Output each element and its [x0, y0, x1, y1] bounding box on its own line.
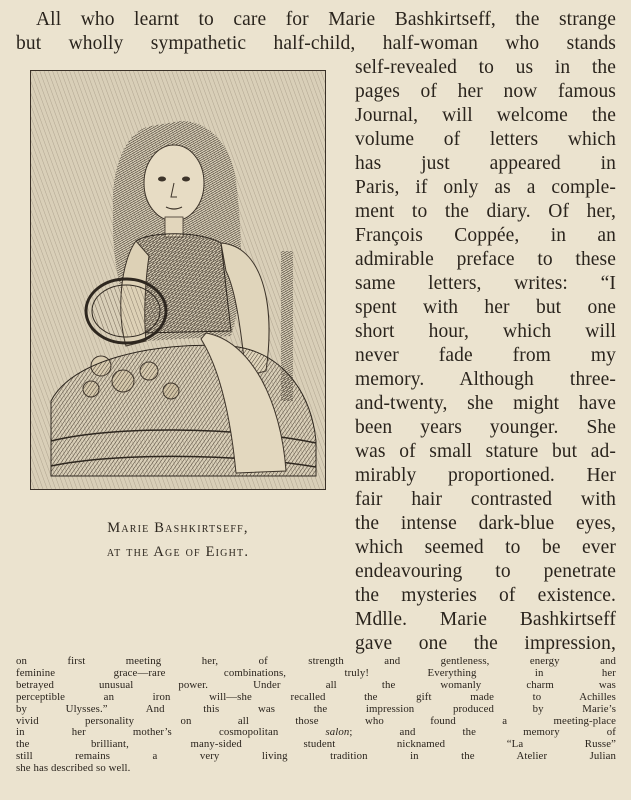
article-line: spent with her but one — [355, 297, 616, 318]
article-line: volume of letters which — [355, 129, 616, 150]
article-line: François Coppée, in an — [355, 225, 616, 246]
article-line: feminine grace—rare combinations, truly! Everything in her — [16, 666, 616, 679]
article-line: on first meeting her, of strength and gentleness, energy and — [16, 655, 616, 667]
article-line: same letters, writes: “I — [355, 273, 616, 294]
article-line: Paris, if only as a comple- — [355, 177, 616, 198]
article-line: short hour, which will — [355, 321, 616, 342]
article-line: perceptible an iron will—she recalled the gift made to Achilles — [16, 690, 616, 703]
article-line: gave one the impression, — [355, 633, 616, 654]
article-line: self-revealed to us in the — [355, 57, 616, 78]
article-line: never fade from my — [355, 345, 616, 366]
article-line: and-twenty, she might have — [355, 393, 616, 414]
article-line: which seemed to be ever — [355, 537, 616, 558]
article-line: betrayed unusual power. Under all the womanly charm was — [16, 678, 616, 691]
article-line: admirable preface to these — [355, 249, 616, 270]
article-line: Journal, will welcome the — [355, 105, 616, 126]
article-line: the brilliant, many-sided student nicknamed “La Russe” — [16, 738, 616, 751]
figure-caption-line1: Marie Bashkirtseff, — [107, 520, 249, 536]
article-line: vivid personality on all those who found a meeting-place — [16, 714, 616, 727]
article-line: the intense dark-blue eyes, — [355, 513, 616, 534]
article-line: she has described so well. — [16, 762, 131, 775]
article-line: memory. Although three- — [355, 369, 616, 390]
article-line: ment to the diary. Of her, — [355, 201, 616, 222]
portrait-illustration — [31, 71, 326, 490]
article-line: the mysteries of existence. — [355, 585, 616, 606]
article-line: has just appeared in — [355, 153, 616, 174]
article-line: been years younger. She — [355, 417, 616, 438]
article-line: was of small stature but ad- — [355, 441, 616, 462]
article-line: fair hair contrasted with — [355, 489, 616, 510]
figure-caption-line2: at the Age of Eight. — [106, 544, 250, 560]
italic-word: salon — [325, 726, 350, 739]
article-line: mirably proportioned. Her — [355, 465, 616, 486]
article-line: still remains a very living tradition in the Atelier Julian — [16, 750, 616, 763]
article-line: but wholly sympathetic half-child, half-woman who stands — [16, 33, 616, 54]
article-line: Mdlle. Marie Bashkirtseff — [355, 609, 616, 630]
article-line: endeavouring to penetrate — [355, 561, 616, 582]
article-line: by Ulysses.” And this was the impression produced by Marie’s — [16, 702, 616, 715]
article-line: All who learnt to care for Marie Bashkirtseff, the strange — [36, 9, 616, 30]
article-line: in her mother’s cosmopolitan salon; and the memory of — [16, 726, 616, 739]
article-line: pages of her now famous — [355, 81, 616, 102]
portrait-engraving — [30, 70, 326, 490]
